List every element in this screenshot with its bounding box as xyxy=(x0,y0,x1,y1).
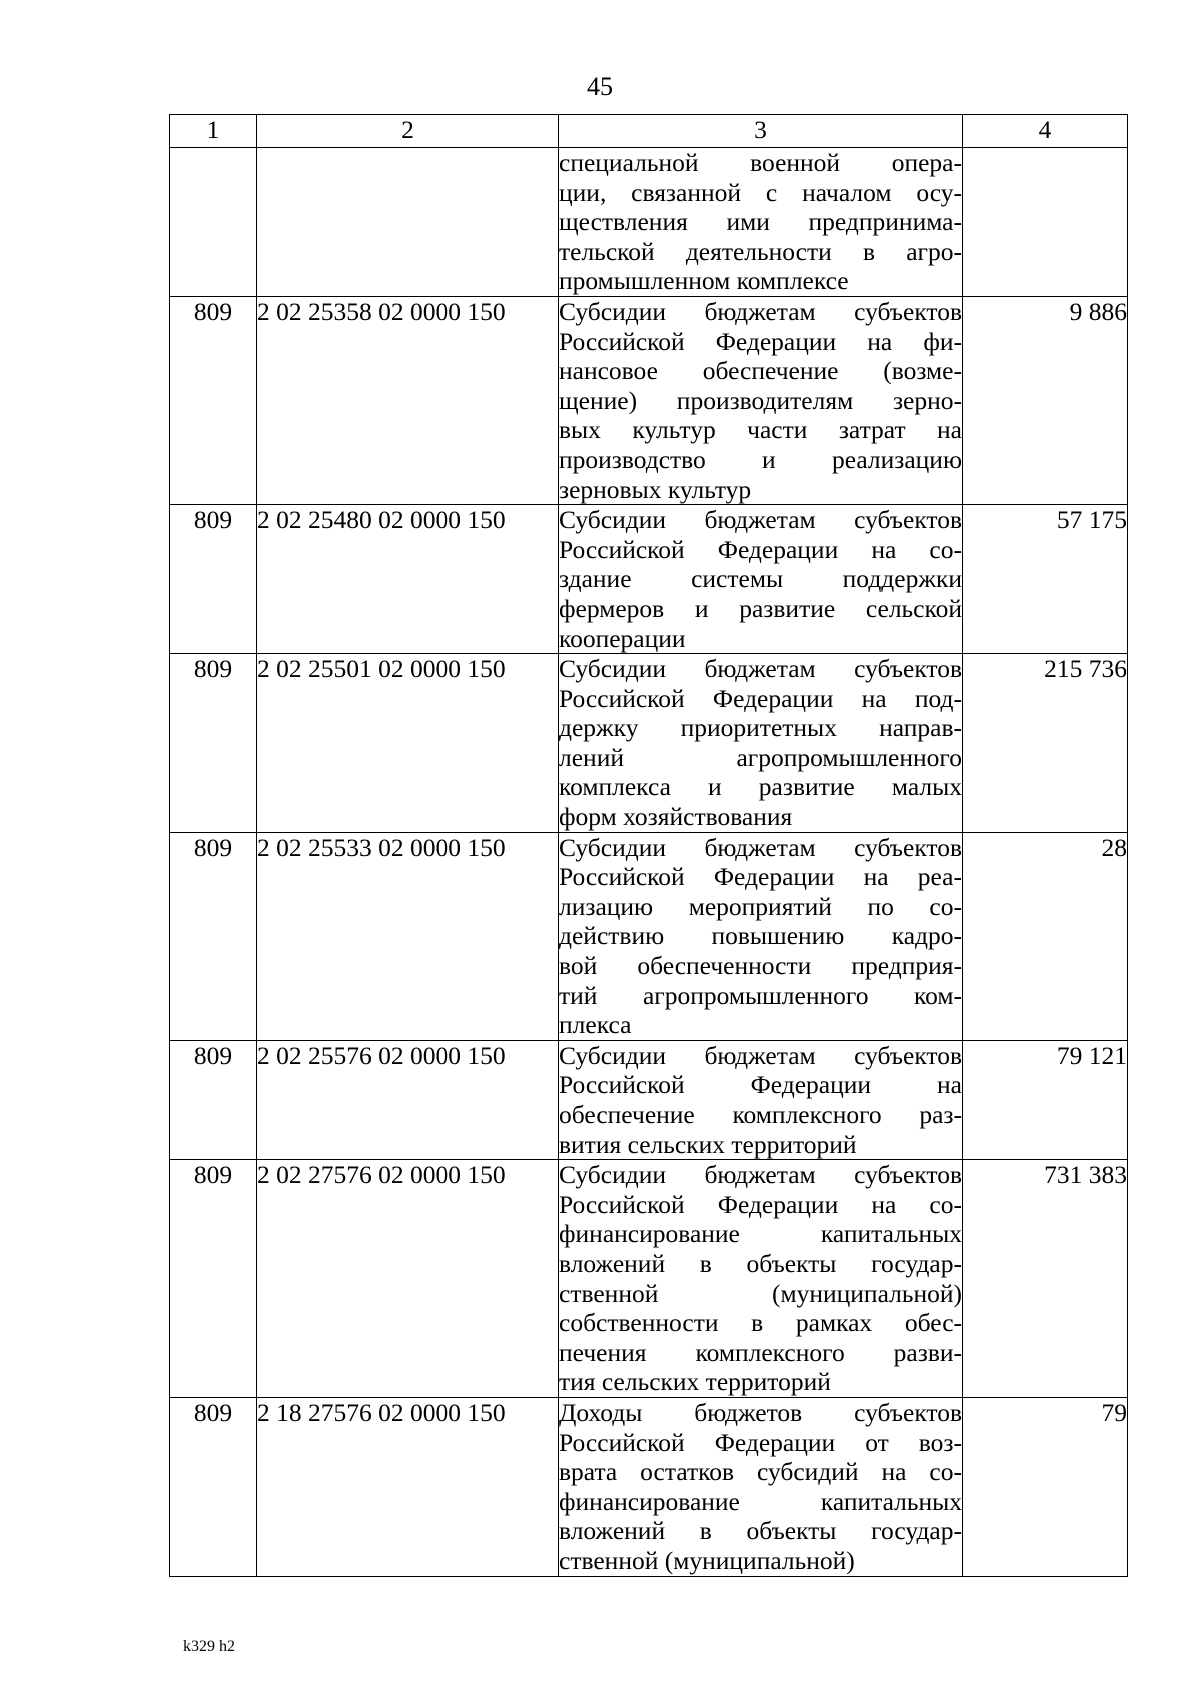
admin-code-cell xyxy=(170,148,257,297)
description-line: Субсидии бюджетам субъектов xyxy=(559,296,962,326)
description-line: финансирование капитальных xyxy=(559,1219,962,1249)
description-line: ществления ими предпринима- xyxy=(559,207,962,237)
description-line: тельской деятельности в агро- xyxy=(559,236,962,266)
description-line: производство и реализацию xyxy=(559,444,962,474)
revenue-code-cell: 2 18 27576 02 0000 150 xyxy=(257,1397,559,1576)
description-line: Российской Федерации от воз- xyxy=(559,1427,962,1457)
description-line: финансирование капитальных xyxy=(559,1486,962,1516)
description-cell xyxy=(559,1040,963,1159)
description-line: ственной (муниципальной) xyxy=(559,1278,962,1308)
description-cell xyxy=(559,832,963,1040)
description-line: тия сельских территорий xyxy=(559,1367,831,1397)
table-row xyxy=(170,296,1128,504)
description-cell xyxy=(559,1397,963,1576)
description-line: здание системы поддержки xyxy=(559,564,962,594)
description-cell xyxy=(559,148,963,297)
amount-cell: 215 736 xyxy=(963,654,1128,833)
document-code: k329 h2 xyxy=(183,1638,235,1655)
amount-cell: 28 xyxy=(963,832,1128,1040)
revenue-code-cell xyxy=(257,148,559,297)
description-line: вой обеспеченности предприя- xyxy=(559,951,962,981)
admin-code-cell: 809 xyxy=(170,296,257,504)
amount-cell: 9 886 xyxy=(963,296,1128,504)
description-line: Субсидии бюджетам субъектов xyxy=(559,505,962,535)
admin-code-cell: 809 xyxy=(170,1160,257,1398)
description-line: зерновых культур xyxy=(559,474,752,504)
budget-table xyxy=(169,114,1128,1577)
description-line: Субсидии бюджетам субъектов xyxy=(559,654,962,684)
admin-code-cell: 809 xyxy=(170,1397,257,1576)
header-row xyxy=(170,115,1128,148)
description-line: собственности в рамках обес- xyxy=(559,1308,962,1338)
revenue-code-cell: 2 02 25533 02 0000 150 xyxy=(257,832,559,1040)
description-line: ции, связанной с началом осу- xyxy=(559,177,962,207)
revenue-code-cell: 2 02 27576 02 0000 150 xyxy=(257,1160,559,1398)
description-line: тий агропромышленного ком- xyxy=(559,980,962,1010)
amount-cell: 57 175 xyxy=(963,505,1128,654)
description-line: действию повышению кадро- xyxy=(559,921,962,951)
description-line: держку приоритетных направ- xyxy=(559,713,962,743)
table-header xyxy=(170,115,1128,148)
description-cell xyxy=(559,296,963,504)
description-line: Российской Федерации на реа- xyxy=(559,862,962,892)
table-row xyxy=(170,1040,1128,1159)
description-line: Российской Федерации на под- xyxy=(559,683,962,713)
admin-code-cell: 809 xyxy=(170,505,257,654)
description-line: комплекса и развитие малых xyxy=(559,772,962,802)
table-body xyxy=(170,148,1128,1577)
table-row xyxy=(170,832,1128,1040)
description-line: Доходы бюджетов субъектов xyxy=(559,1397,962,1427)
table-row xyxy=(170,148,1128,297)
amount-cell: 79 xyxy=(963,1397,1128,1576)
description-line: обеспечение комплексного раз- xyxy=(559,1100,962,1129)
header-col-1: 1 xyxy=(170,115,257,148)
revenue-code-cell: 2 02 25576 02 0000 150 xyxy=(257,1040,559,1159)
description-line: лений агропромышленного xyxy=(559,742,962,772)
page-number: 45 xyxy=(587,72,613,101)
description-line: форм хозяйствования xyxy=(559,802,793,832)
description-line: плекса xyxy=(559,1010,632,1040)
description-line: печения комплексного разви- xyxy=(559,1337,962,1367)
table-row xyxy=(170,1160,1128,1398)
admin-code-cell: 809 xyxy=(170,654,257,833)
description-line: лизацию мероприятий по со- xyxy=(559,891,962,921)
description-line: Российской Федерации на со- xyxy=(559,1189,962,1219)
description-line: Российской Федерации на фи- xyxy=(559,326,962,356)
description-line: кооперации xyxy=(559,623,686,653)
amount-cell: 731 383 xyxy=(963,1160,1128,1398)
description-cell xyxy=(559,1160,963,1398)
description-line: щение) производителям зерно- xyxy=(559,385,962,415)
description-line: фермеров и развитие сельской xyxy=(559,593,962,623)
description-line: специальной военной опера- xyxy=(559,148,962,177)
amount-cell xyxy=(963,148,1128,297)
description-line: Субсидии бюджетам субъектов xyxy=(559,832,962,862)
description-line: вложений в объекты государ- xyxy=(559,1516,962,1546)
revenue-code-cell: 2 02 25480 02 0000 150 xyxy=(257,505,559,654)
description-line: Субсидии бюджетам субъектов xyxy=(559,1160,962,1190)
amount-cell: 79 121 xyxy=(963,1040,1128,1159)
description-line: вых культур части затрат на xyxy=(559,415,962,445)
description-line: вложений в объекты государ- xyxy=(559,1248,962,1278)
description-line: Российской Федерации на со- xyxy=(559,534,962,564)
header-col-2: 2 xyxy=(257,115,559,148)
description-cell xyxy=(559,505,963,654)
admin-code-cell: 809 xyxy=(170,1040,257,1159)
table-row xyxy=(170,505,1128,654)
header-col-3: 3 xyxy=(559,115,963,148)
description-line: нансовое обеспечение (возме- xyxy=(559,356,962,386)
revenue-code-cell: 2 02 25358 02 0000 150 xyxy=(257,296,559,504)
description-line: ственной (муниципальной) xyxy=(559,1545,855,1575)
description-line: промышленном комплексе xyxy=(559,266,849,296)
admin-code-cell: 809 xyxy=(170,832,257,1040)
description-line: Российской Федерации на xyxy=(559,1070,962,1100)
revenue-code-cell: 2 02 25501 02 0000 150 xyxy=(257,654,559,833)
description-line: вития сельских территорий xyxy=(559,1129,857,1159)
header-col-4: 4 xyxy=(963,115,1128,148)
description-cell xyxy=(559,654,963,833)
table-row xyxy=(170,654,1128,833)
description-line: Субсидии бюджетам субъектов xyxy=(559,1040,962,1070)
table-row xyxy=(170,1397,1128,1576)
description-line: врата остатков субсидий на со- xyxy=(559,1457,962,1487)
